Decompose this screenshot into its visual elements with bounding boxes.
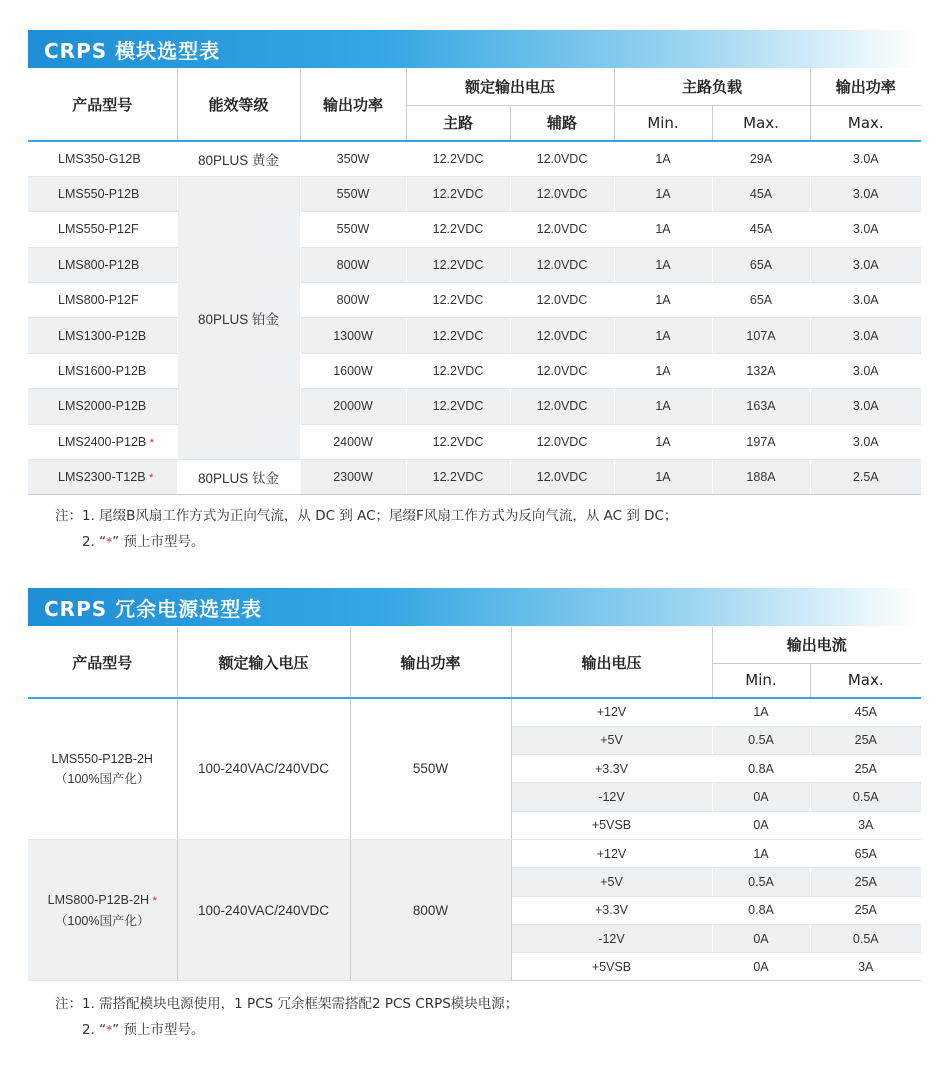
aux-power-cell: 3.0A (810, 212, 921, 247)
aux-voltage-cell: 12.0VDC (510, 141, 614, 176)
crps-redundant-table (28, 627, 921, 981)
header-efficiency: 能效等级 (177, 69, 300, 141)
model-text: LMS2400-P12B (58, 434, 147, 449)
min-current-cell: 0.5A (712, 726, 810, 754)
output-voltage-cell: +5VSB (511, 953, 712, 981)
aux-voltage-cell: 12.0VDC (510, 318, 614, 353)
t2-header-power: 输出功率 (350, 627, 511, 698)
max-current-cell: 25A (810, 755, 921, 783)
table1-notes (55, 503, 677, 555)
min-load-cell: 1A (614, 460, 712, 495)
output-voltage-cell: +5VSB (511, 811, 712, 839)
table-row (28, 460, 921, 495)
aux-voltage-cell: 12.0VDC (510, 389, 614, 424)
min-load-cell: 1A (614, 247, 712, 282)
min-current-cell: 0A (712, 953, 810, 981)
aux-voltage-cell: 12.0VDC (510, 424, 614, 459)
output-voltage-cell: -12V (511, 783, 712, 811)
table-row (28, 389, 921, 424)
header-max: Max. (712, 105, 810, 141)
model-text: LMS1600-P12B (58, 364, 147, 379)
table2-notes (55, 991, 518, 1043)
aux-power-cell: 3.0A (810, 141, 921, 176)
aux-power-cell: 3.0A (810, 353, 921, 388)
aux-power-cell: 3.0A (810, 247, 921, 282)
model-cell (28, 318, 177, 353)
main-voltage-cell: 12.2VDC (406, 424, 510, 459)
model-cell (28, 460, 177, 495)
header-main: 主路 (406, 105, 510, 141)
note-star: * (106, 1023, 113, 1037)
output-voltage-cell: +3.3V (511, 755, 712, 783)
table1-note-1: 注：1. 尾缀B风扇工作方式为正向气流，从 DC 到 AC；尾缀F风扇工作方式为反向气流，从 AC 到 DC； (55, 508, 678, 524)
model-cell (28, 389, 177, 424)
t2-header-current: 输出电流 (712, 627, 921, 663)
max-load-cell: 163A (712, 389, 810, 424)
model-cell (28, 141, 177, 176)
power-cell: 2400W (300, 424, 406, 459)
header-model: 产品型号 (28, 69, 177, 141)
model-text: LMS800-P12F (58, 293, 139, 308)
pre-release-star: * (149, 472, 154, 485)
min-current-cell: 0A (712, 783, 810, 811)
min-current-cell: 1A (712, 698, 810, 726)
max-current-cell: 0.5A (810, 924, 921, 952)
note-prefix: 2. “ (82, 534, 107, 550)
note-prefix: 2. “ (82, 1022, 107, 1038)
min-load-cell: 1A (614, 318, 712, 353)
table2-note-1: 注：1. 需搭配模块电源使用，1 PCS 冗余框架需搭配2 PCS CRPS模块电源； (55, 996, 519, 1012)
table-row (28, 839, 921, 867)
max-load-cell: 188A (712, 460, 810, 495)
main-voltage-cell: 12.2VDC (406, 389, 510, 424)
min-current-cell: 0.8A (712, 896, 810, 924)
table-row (28, 698, 921, 726)
output-voltage-cell: +12V (511, 698, 712, 726)
output-voltage-cell: -12V (511, 924, 712, 952)
input-voltage-cell: 100-240VAC/240VDC (177, 698, 350, 839)
pre-release-star: * (152, 894, 157, 907)
aux-power-cell: 3.0A (810, 283, 921, 318)
header-min: Min. (614, 105, 712, 141)
min-current-cell: 1A (712, 839, 810, 867)
min-load-cell: 1A (614, 212, 712, 247)
power-cell: 1600W (300, 353, 406, 388)
aux-voltage-cell: 12.0VDC (510, 283, 614, 318)
max-current-cell: 3A (810, 811, 921, 839)
model-cell (28, 353, 177, 388)
power-cell: 800W (300, 283, 406, 318)
table-row (28, 141, 921, 176)
max-current-cell: 0.5A (810, 783, 921, 811)
output-voltage-cell: +12V (511, 839, 712, 867)
aux-power-cell: 3.0A (810, 389, 921, 424)
table1-title: CRPS 模块选型表 (44, 39, 221, 63)
min-load-cell: 1A (614, 424, 712, 459)
max-current-cell: 25A (810, 896, 921, 924)
header-rated-voltage: 额定输出电压 (406, 69, 614, 105)
min-current-cell: 0A (712, 811, 810, 839)
t2-header-max: Max. (810, 663, 921, 698)
max-load-cell: 132A (712, 353, 810, 388)
max-current-cell: 25A (810, 868, 921, 896)
model-cell (28, 247, 177, 282)
table-row (28, 212, 921, 247)
main-voltage-cell: 12.2VDC (406, 247, 510, 282)
output-voltage-cell: +5V (511, 726, 712, 754)
max-current-cell: 45A (810, 698, 921, 726)
header-aux: 辅路 (510, 105, 614, 141)
header-main-load: 主路负载 (614, 69, 810, 105)
output-voltage-cell: +5V (511, 868, 712, 896)
max-load-cell: 197A (712, 424, 810, 459)
model-text: LMS2000-P12B (58, 399, 147, 414)
power-cell: 550W (300, 212, 406, 247)
model-text: LMS1300-P12B (58, 328, 147, 343)
aux-power-cell: 3.0A (810, 176, 921, 211)
main-voltage-cell: 12.2VDC (406, 460, 510, 495)
power-cell: 800W (350, 839, 511, 980)
max-current-cell: 25A (810, 726, 921, 754)
efficiency-cell: 80PLUS 黄金 (177, 141, 300, 176)
min-load-cell: 1A (614, 176, 712, 211)
power-cell: 2300W (300, 460, 406, 495)
max-current-cell: 65A (810, 839, 921, 867)
aux-voltage-cell: 12.0VDC (510, 247, 614, 282)
min-current-cell: 0A (712, 924, 810, 952)
aux-voltage-cell: 12.0VDC (510, 176, 614, 211)
min-load-cell: 1A (614, 353, 712, 388)
model-cell (28, 283, 177, 318)
main-voltage-cell: 12.2VDC (406, 212, 510, 247)
aux-voltage-cell: 12.0VDC (510, 353, 614, 388)
max-load-cell: 65A (712, 247, 810, 282)
localized-label: （100%国产化） (55, 771, 150, 786)
input-voltage-cell: 100-240VAC/240VDC (177, 839, 350, 980)
aux-voltage-cell: 12.0VDC (510, 460, 614, 495)
table1-note-2 (55, 529, 677, 555)
max-load-cell: 65A (712, 283, 810, 318)
aux-power-cell: 3.0A (810, 318, 921, 353)
model-text: LMS550-P12F (58, 222, 139, 237)
table1-title-banner (28, 30, 920, 68)
power-cell: 800W (300, 247, 406, 282)
pre-release-star: * (149, 436, 155, 449)
note-suffix: ” 预上市型号。 (112, 534, 205, 550)
model-text: LMS350-G12B (58, 151, 141, 166)
table2-note-2 (55, 1017, 518, 1043)
power-cell: 1300W (300, 318, 406, 353)
main-voltage-cell: 12.2VDC (406, 141, 510, 176)
max-load-cell: 29A (712, 141, 810, 176)
header-power: 输出功率 (300, 69, 406, 141)
min-load-cell: 1A (614, 283, 712, 318)
table-row (28, 424, 921, 459)
model-cell (28, 176, 177, 211)
table-row (28, 176, 921, 211)
min-current-cell: 0.5A (712, 868, 810, 896)
t2-header-model: 产品型号 (28, 627, 177, 698)
table-row (28, 353, 921, 388)
power-cell: 550W (350, 698, 511, 839)
model-cell (28, 839, 177, 980)
model-text: LMS800-P12B-2H (47, 892, 150, 907)
model-text: LMS550-P12B (58, 187, 140, 202)
model-text: LMS2300-T12B (58, 470, 146, 485)
main-voltage-cell: 12.2VDC (406, 176, 510, 211)
min-load-cell: 1A (614, 389, 712, 424)
model-cell (28, 424, 177, 459)
table-row (28, 318, 921, 353)
power-cell: 350W (300, 141, 406, 176)
aux-power-cell: 2.5A (810, 460, 921, 495)
aux-voltage-cell: 12.0VDC (510, 212, 614, 247)
table2-title: CRPS 冗余电源选型表 (44, 597, 263, 621)
localized-label: （100%国产化） (55, 913, 150, 928)
table2-title-banner (28, 588, 920, 626)
efficiency-cell: 80PLUS 铂金 (177, 176, 300, 459)
crps-module-table (28, 69, 921, 495)
power-cell: 2000W (300, 389, 406, 424)
min-current-cell: 0.8A (712, 755, 810, 783)
main-voltage-cell: 12.2VDC (406, 353, 510, 388)
header-aux-power: 输出功率 (810, 69, 921, 105)
t2-header-voltage: 输出电压 (511, 627, 712, 698)
aux-power-cell: 3.0A (810, 424, 921, 459)
min-load-cell: 1A (614, 141, 712, 176)
header-max2: Max. (810, 105, 921, 141)
max-current-cell: 3A (810, 953, 921, 981)
table-row (28, 247, 921, 282)
max-load-cell: 45A (712, 176, 810, 211)
note-suffix: ” 预上市型号。 (112, 1022, 205, 1038)
table-row (28, 283, 921, 318)
t2-header-input: 额定输入电压 (177, 627, 350, 698)
model-cell (28, 698, 177, 839)
max-load-cell: 107A (712, 318, 810, 353)
model-cell (28, 212, 177, 247)
max-load-cell: 45A (712, 212, 810, 247)
model-text: LMS550-P12B-2H (51, 751, 153, 766)
note-star: * (106, 535, 113, 549)
power-cell: 550W (300, 176, 406, 211)
efficiency-cell: 80PLUS 钛金 (177, 460, 300, 495)
output-voltage-cell: +3.3V (511, 896, 712, 924)
t2-header-min: Min. (712, 663, 810, 698)
model-text: LMS800-P12B (58, 257, 140, 272)
main-voltage-cell: 12.2VDC (406, 318, 510, 353)
main-voltage-cell: 12.2VDC (406, 283, 510, 318)
